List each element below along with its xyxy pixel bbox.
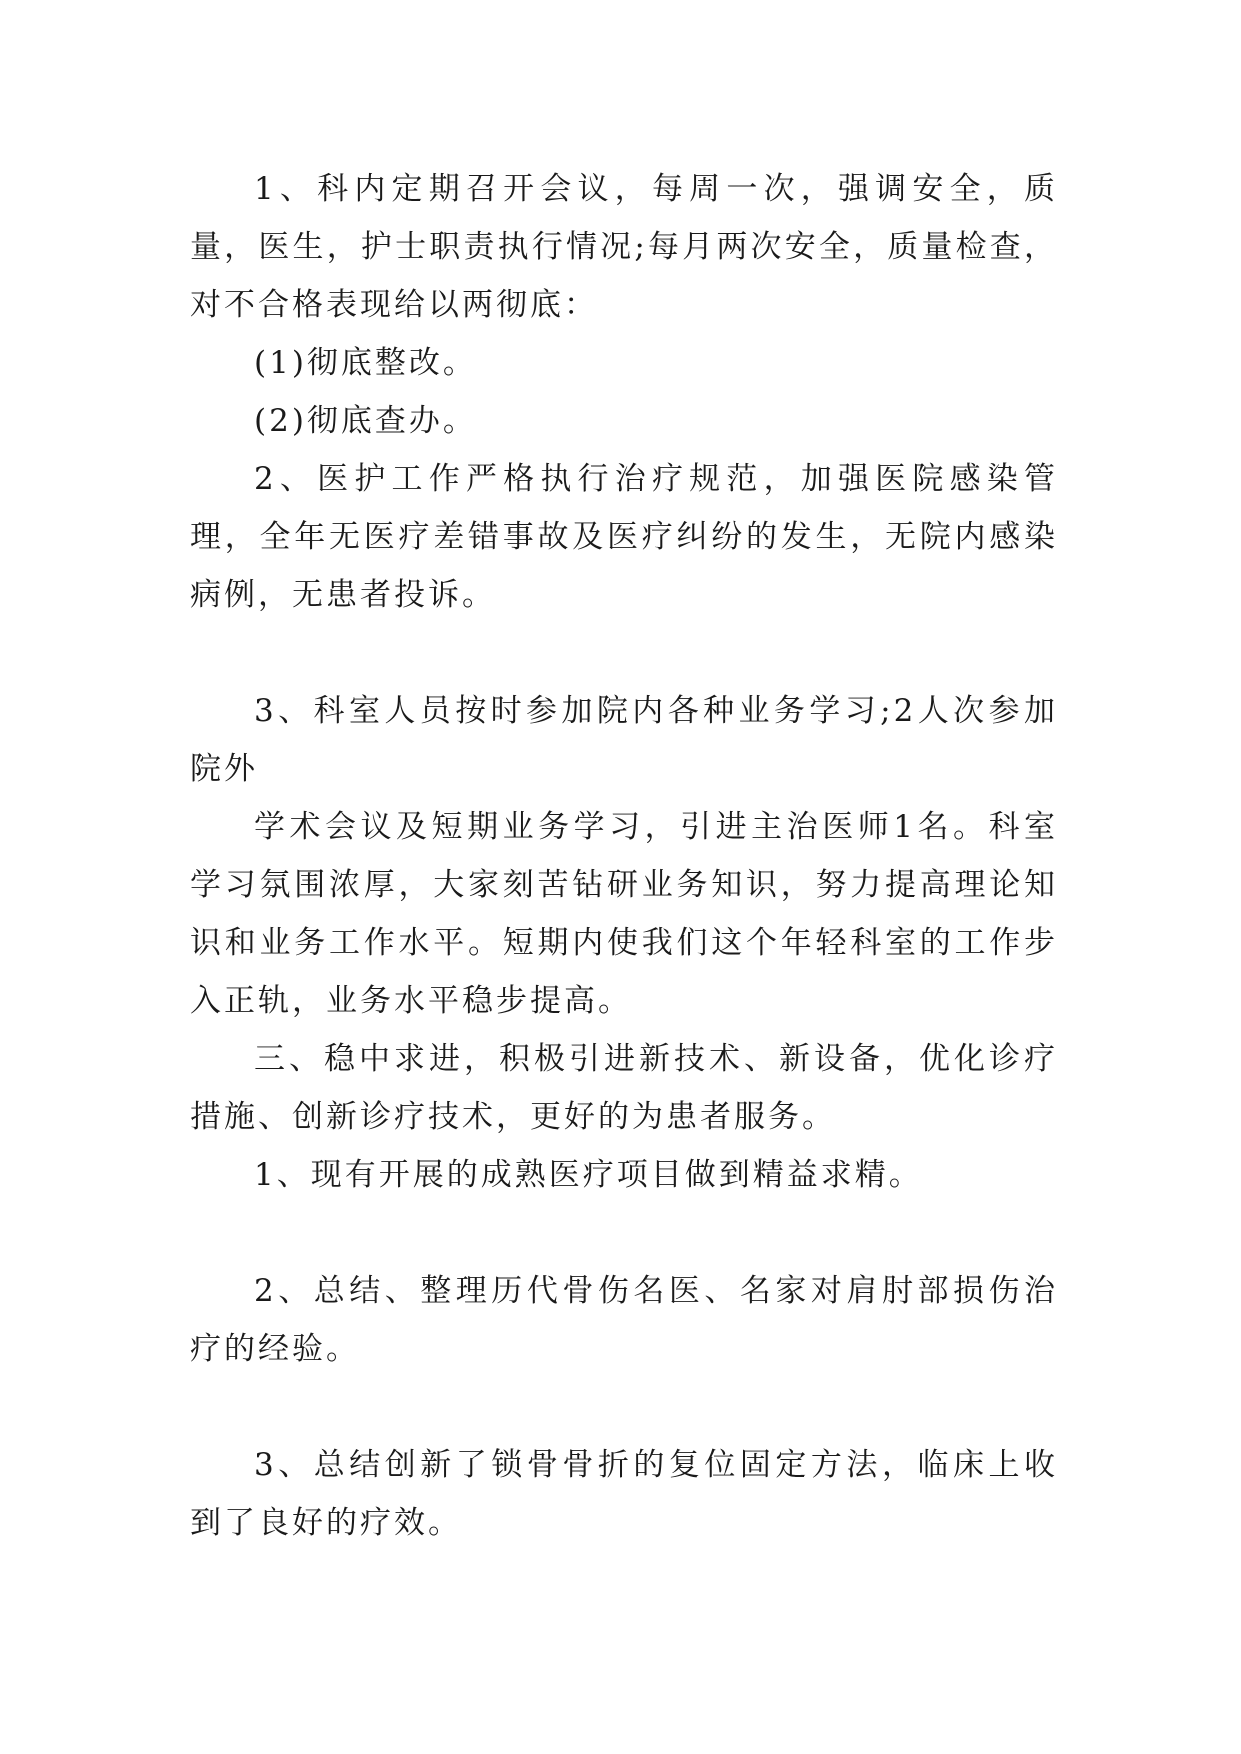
paragraph-gap (190, 624, 1058, 682)
paragraph-gap (190, 1378, 1058, 1436)
paragraph-academic-meetings: 学术会议及短期业务学习，引进主治医师1名。科室学习氛围浓厚，大家刻苦钻研业务知识，努力提高理论知识和业务工作水平。短期内使我们这个年轻科室的工作步入正轨，业务水平稳步提高。 (190, 809, 1058, 1019)
paragraph-item-rectify: (1)彻底整改。 (254, 345, 477, 381)
paragraph-section-three: 三、稳中求进，积极引进新技术、新设备，优化诊疗措施、创新诊疗技术，更好的为患者服务。 (190, 1041, 1058, 1135)
paragraph-staff-training: 3、科室人员按时参加院内各种业务学习;2人次参加院外 (190, 693, 1058, 787)
paragraph-treatment-norms: 2、医护工作严格执行治疗规范，加强医院感染管理，全年无医疗差错事故及医疗纠纷的发生，无院内感染病例，无患者投诉。 (190, 461, 1058, 613)
paragraph-clavicle-fracture: 3、总结创新了锁骨骨折的复位固定方法，临床上收到了良好的疗效。 (190, 1447, 1058, 1541)
paragraph-mature-projects: 1、现有开展的成熟医疗项目做到精益求精。 (254, 1157, 923, 1193)
paragraph-item-investigate: (2)彻底查办。 (254, 403, 477, 439)
paragraph-experience-summary: 2、总结、整理历代骨伤名医、名家对肩肘部损伤治疗的经验。 (190, 1273, 1058, 1367)
document-body (190, 160, 1058, 1552)
paragraph-safety-meetings: 1、科内定期召开会议，每周一次，强调安全，质量，医生，护士职责执行情况;每月两次安全，质量检查，对不合格表现给以两彻底： (190, 171, 1058, 323)
paragraph-gap (190, 1204, 1058, 1262)
